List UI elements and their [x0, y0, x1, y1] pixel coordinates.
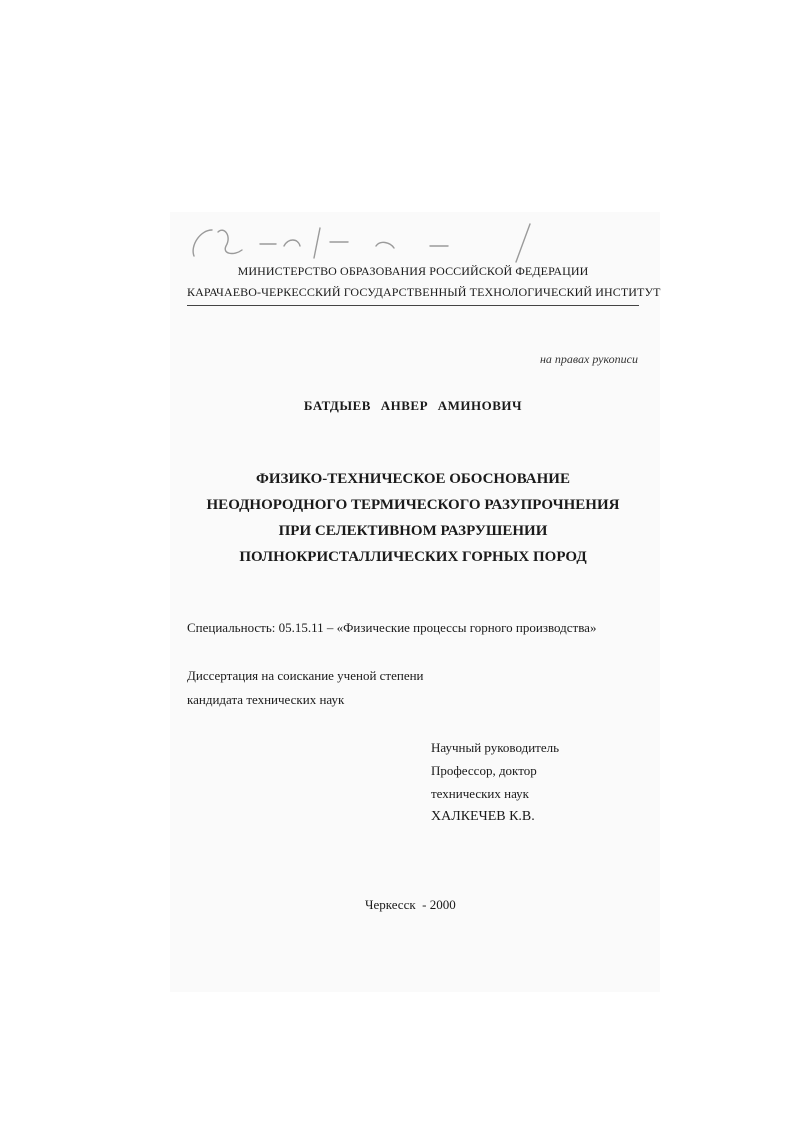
title-line: НЕОДНОРОДНОГО ТЕРМИЧЕСКОГО РАЗУПРОЧНЕНИЯ — [206, 497, 620, 513]
specialty-line: Специальность: 05.15.11 – «Физические процессы горного производства» — [187, 620, 597, 635]
header-divider — [187, 305, 639, 306]
ministry-name: МИНИСТЕРСТВО ОБРАЗОВАНИЯ РОССИЙСКОЙ ФЕДЕРАЦИИ — [237, 264, 589, 278]
title-line: ФИЗИКО-ТЕХНИЧЕСКОЕ ОБОСНОВАНИЕ — [256, 471, 570, 487]
dissertation-title — [187, 466, 639, 570]
handwritten-signature-mark — [180, 216, 560, 266]
advisor-name: ХАЛКЕЧЕВ К.В. — [431, 809, 535, 824]
advisor-line: Профессор, доктор — [431, 763, 537, 778]
degree-line: кандидата технических наук — [187, 692, 345, 707]
institute-name: КАРАЧАЕВО-ЧЕРКЕССКИЙ ГОСУДАРСТВЕННЫЙ ТЕХНОЛОГИЧЕСКИЙ ИНСТИТУТ — [187, 285, 661, 299]
author-name: БАТДЫЕВ АНВЕР АМИНОВИЧ — [303, 398, 523, 413]
degree-line: Диссертация на соискание ученой степени — [187, 668, 424, 683]
advisor-line: технических наук — [431, 786, 530, 801]
scientific-advisor-block — [431, 736, 559, 828]
manuscript-rights-note: на правах рукописи — [539, 352, 638, 366]
title-line: ПОЛНОКРИСТАЛЛИЧЕСКИХ ГОРНЫХ ПОРОД — [239, 549, 587, 565]
scanned-page-area — [170, 212, 660, 992]
place-and-year: Черкесск - 2000 — [365, 897, 456, 912]
advisor-line: Научный руководитель — [431, 740, 560, 755]
title-line: ПРИ СЕЛЕКТИВНОМ РАЗРУШЕНИИ — [278, 523, 548, 539]
degree-statement — [187, 664, 424, 712]
